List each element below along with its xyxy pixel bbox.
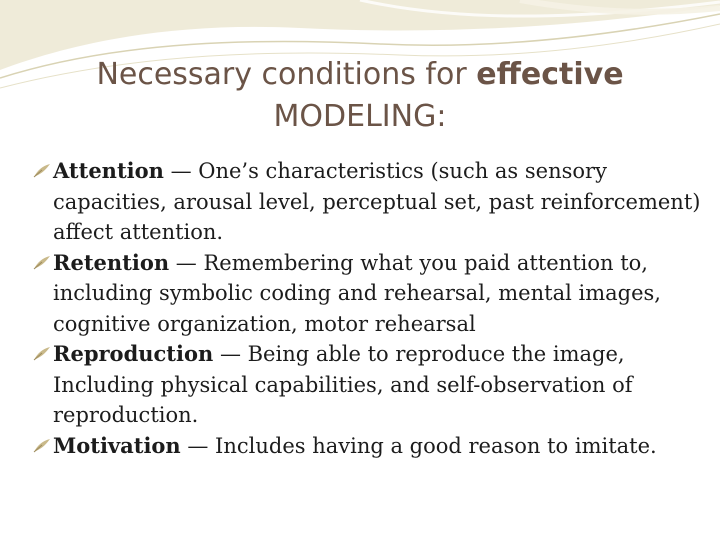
conditions-list <box>33 156 703 461</box>
term-description: — Includes having a good reason to imitate. <box>180 433 657 458</box>
term-label: Attention <box>53 158 164 183</box>
title-line-1 <box>0 54 720 96</box>
list-item-retention <box>33 248 703 340</box>
feather-bullet-icon <box>33 346 51 362</box>
term-description: — Being able to reproduce the image, Including physical capabilities, and self-observation of reproduction. <box>53 342 633 427</box>
term-label: Reproduction <box>53 341 214 366</box>
term-description: — One’s characteristics (such as sensory capacities, arousal level, perceptual set, past reinforcement) affect attention. <box>53 159 701 244</box>
title-line-2: MODELING: <box>273 99 447 134</box>
slide-title <box>0 54 720 138</box>
feather-bullet-icon <box>33 163 51 179</box>
feather-bullet-icon <box>33 255 51 271</box>
title-emphasis: effective <box>476 57 624 92</box>
list-item-reproduction <box>33 339 703 431</box>
term-label: Motivation <box>53 432 181 458</box>
feather-bullet-icon <box>33 438 51 454</box>
term-label: Retention <box>53 249 170 275</box>
list-item-motivation <box>33 431 703 462</box>
list-item-attention <box>33 156 703 248</box>
term-description: — Remembering what you paid attention to, including symbolic coding and rehearsal, mental images, cognitive organization, motor rehearsal <box>53 250 661 336</box>
title-text-part1: Necessary conditions for <box>96 57 467 92</box>
